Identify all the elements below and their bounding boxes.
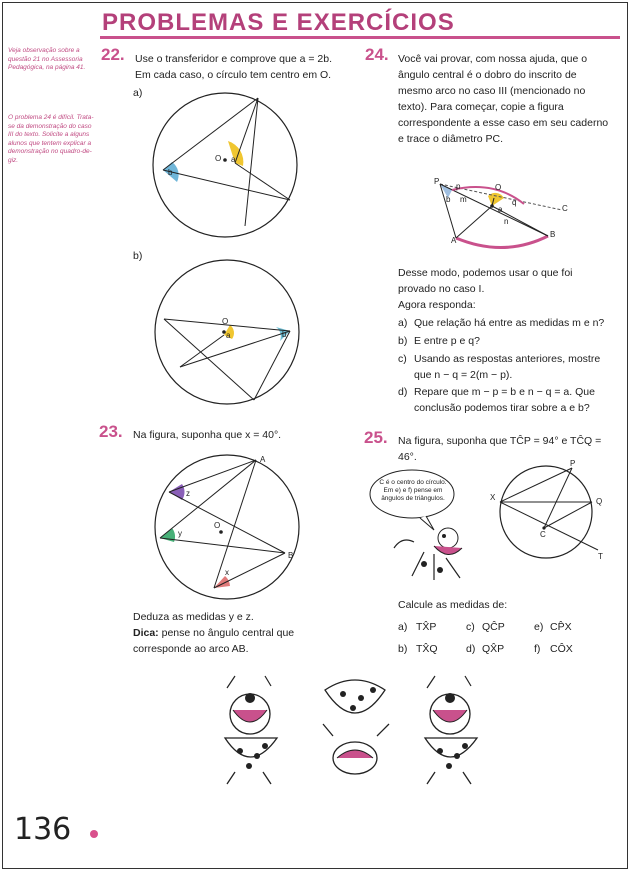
problem-25-text: Na figura, suponha que TĈP = 94° e TĈQ = 46°. [398,435,602,463]
problem-23-number: 23. [99,422,123,441]
m25-c-text: QĈP [482,621,505,633]
q24-a-text: Que relação há entre as medidas m e n? [414,317,605,329]
margin-note-2: O problema 24 é difícil. Trata-se da demonstração do caso III do texto. Solicite a alguns alunos que tentem explicar a demonstração no quadro-de-giz. [8,114,94,164]
m25-f-label: f) [534,643,541,655]
m25-a-label: a) [398,621,408,633]
clown-1 [225,676,277,784]
q24-c-label: c) [398,353,407,365]
p25-label-q: Q [596,497,603,506]
problem-22-a-label: a) [133,87,143,99]
m25-e-text: CP̂X [550,621,572,633]
m25-b-text: TX̂Q [416,643,438,655]
problem-23-deduce: Deduza as medidas y e z. [133,611,254,623]
p24-label-m: m [460,195,467,204]
problem-22-number: 22. [101,45,125,64]
problem-24-figure [432,176,580,254]
p22a-label-b: b [168,168,173,177]
problem-23-text: Na figura, suponha que x = 40°. [133,429,282,441]
q24-b-label: b) [398,335,408,347]
section-title: PROBLEMAS E EXERCÍCIOS [102,9,455,36]
header-rule [100,36,620,39]
p24-label-p: P [434,177,440,186]
m25-f-text: CÔX [550,643,573,655]
problem-24-text: Você vai provar, com nossa ajuda, que o ângulo central é o dobro do inscrito de mesmo arco no caso III (mencionado no texto). Para começar, copie a figura correspondente a esse caso em seu caderno e trace o diâmetro PC. [398,53,609,145]
problem-25-number: 25. [364,428,388,447]
problem-22a-figure [150,90,300,240]
q24-d-text: Repare que m − p = b e n − q = a. Que conclusão podemos tirar sobre a e b? [414,386,595,414]
m25-e-label: e) [534,621,544,633]
p23-label-b: B [288,551,294,560]
problem-24-after: Desse modo, podemos usar o que foi provado no caso I. [398,267,573,295]
problem-22-b-label: b) [133,250,143,262]
q24-b-text: E entre p e q? [414,335,480,347]
p24-label-a: a [498,205,503,214]
page-number: 136 [14,812,72,847]
hint-label: Dica: [133,627,159,639]
p22b-label-a: a [226,331,231,340]
m25-a-text: TX̂P [416,621,437,633]
section-header [100,9,620,37]
p22b-label-b: b [282,330,287,339]
margin-note-1: Veja observação sobre a questão 21 no Assessoria Pedagógica, na página 41. [8,47,86,71]
p23-label-o: O [214,521,221,530]
q24-d-label: d) [398,386,408,398]
p24-label-c: C [562,204,568,213]
hint-text: pense no ângulo central que corresponde ao arco AB. [133,627,295,655]
clowns-illustration [205,676,505,786]
m25-d-label: d) [466,643,476,655]
p25-label-c: C [540,530,546,539]
p24-label-n: n [504,217,509,226]
p22a-label-a: a [231,155,236,164]
p24-label-o: O [495,183,502,192]
p24-label-p-angle: p [456,182,461,191]
page-number-dot [90,830,98,838]
p23-label-y: y [178,529,182,538]
q24-c-text: Usando as respostas anteriores, mostre que n − q = 2(m − p). [414,353,601,381]
problem-25-figure [488,459,608,562]
problem-25-calc: Calcule as medidas de: [398,599,508,611]
clown-2 [323,680,389,774]
m25-d-text: QX̂P [482,643,505,655]
p23-label-z: z [186,489,190,498]
speech-bubble-text: C é o centro do círculo. Em e) e f) pense em ângulos de triângulos. [379,479,447,502]
problem-24-number: 24. [365,45,389,64]
clown-3 [425,676,477,784]
p23-label-x: x [225,568,229,577]
problem-23-hint [133,625,348,657]
p25-label-x: X [490,493,496,502]
problem-24-answer: Agora responda: [398,299,476,311]
p24-label-a-point: A [451,236,457,245]
q24-a-label: a) [398,317,408,329]
p24-label-b: b [446,195,451,204]
m25-c-label: c) [466,621,475,633]
p24-label-b-point: B [550,230,556,239]
p23-label-a: A [260,455,266,464]
problem-22-text: Use o transferidor e comprove que a = 2b. Em cada caso, o círculo tem centro em O. [135,53,332,81]
p25-label-t: T [598,552,603,561]
p22b-label-o: O [222,317,229,326]
m25-b-label: b) [398,643,408,655]
p22a-label-o: O [215,154,222,163]
problem-23-figure [152,452,302,602]
problem-22b-figure [152,257,302,407]
p24-label-q: q [512,198,517,207]
p25-label-p: P [570,459,576,468]
